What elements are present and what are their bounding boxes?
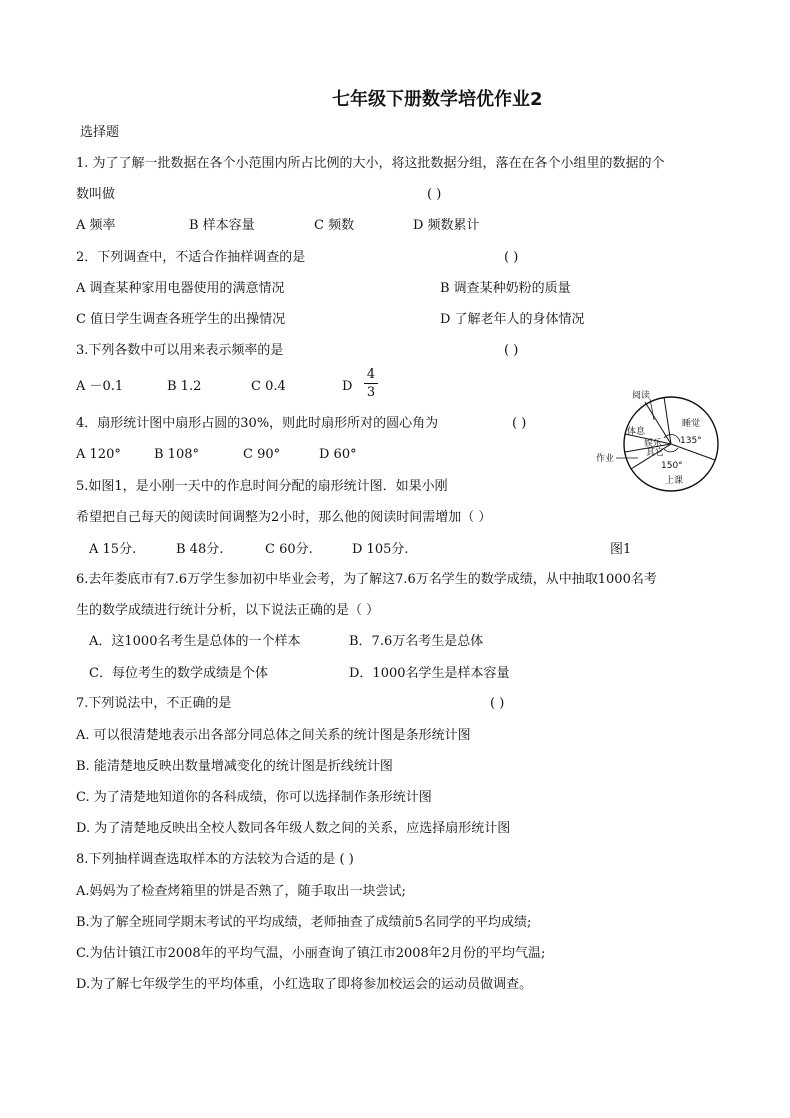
q1-option-c: C 频数: [314, 218, 355, 233]
q3-answer-paren: ( ): [504, 343, 519, 358]
q1-line1: 1. 为了了解一批数据在各个小范围内所占比例的大小，将这批数据分组，落在在各个小组里的数据的个: [76, 156, 665, 171]
figure-caption: 图1: [610, 542, 632, 557]
q2-option-c: C 值日学生调查各班学生的出操情况: [76, 312, 286, 327]
q8-option-d: D.为了解七年级学生的平均体重，小红选取了即将参加校运会的运动员做调查。: [76, 977, 533, 992]
q6-option-c: C．每位考生的数学成绩是个体: [89, 666, 268, 681]
q7-stem: 7.下列说法中，不正确的是: [76, 696, 232, 711]
q2-stem: 2．下列调查中，不适合作抽样调查的是: [76, 250, 306, 265]
q7-answer-paren: ( ): [490, 696, 505, 711]
pie-label-class: 上课: [665, 476, 684, 486]
pie-label-other: 其它: [646, 448, 665, 458]
q5-line2: 希望把自己每天的阅读时间调整为2小时，那么他的阅读时间需增加（ ）: [76, 510, 492, 525]
q4-stem: 4．扇形统计图中扇形占圆的30%，则此时扇形所对的圆心角为: [76, 416, 439, 431]
q3-option-a: A －0.1: [76, 379, 124, 394]
q8-stem: 8.下列抽样调查选取样本的方法较为合适的是 ( ): [76, 852, 354, 867]
pie-label-angle-150: 150°: [661, 461, 683, 471]
fraction-denominator: 3: [366, 385, 376, 400]
pie-divider: [645, 402, 671, 444]
q2-option-d: D 了解老年人的身体情况: [440, 312, 585, 327]
q2-option-b: B 调查某种奶粉的质量: [440, 281, 571, 296]
q3-stem: 3.下列各数中可以用来表示频率的是: [76, 343, 284, 358]
q4-option-c: C 90°: [243, 447, 281, 462]
q5-option-b: B 48分.: [176, 542, 224, 557]
q5-option-a: A 15分.: [89, 542, 137, 557]
pie-label-angle-135: 135°: [680, 436, 702, 446]
pie-label-rest: 体息: [627, 427, 646, 437]
q3-option-c: C 0.4: [251, 379, 286, 394]
pie-label-reading: 阅读: [632, 391, 651, 401]
q3-fraction: [364, 367, 378, 400]
angle-arc-150: [664, 448, 678, 452]
q1-answer-paren: ( ): [427, 187, 442, 202]
q6-line2: 生的数学成绩进行统计分析，以下说法正确的是（ ）: [76, 603, 380, 618]
q6-option-b: B．7.6万名考生是总体: [349, 634, 484, 649]
pie-label-sleep: 睡觉: [682, 419, 701, 429]
pie-label-entertainment: 娱乐: [644, 439, 663, 449]
fraction-numerator: 4: [366, 367, 376, 382]
q1-option-b: B 样本容量: [189, 218, 255, 233]
section-heading: 选择题: [80, 125, 120, 140]
q8-option-c: C.为估计镇江市2008年的平均气温，小丽查询了镇江市2008年2月份的平均气温;: [76, 946, 546, 961]
pie-leader-line: [650, 399, 654, 420]
q3-option-d: D: [342, 379, 353, 394]
q4-option-d: D 60°: [319, 447, 357, 462]
q7-option-b: B. 能清楚地反映出数量增减变化的统计图是折线统计图: [76, 759, 393, 774]
q1-option-a: A 频率: [76, 218, 116, 233]
page-title: 七年级下册数学培优作业2: [332, 89, 543, 110]
angle-arc-135: [664, 434, 680, 442]
q6-line1: 6.去年娄底市有7.6万学生参加初中毕业会考，为了解这7.6万名学生的数学成绩，从中抽取1000名考: [76, 572, 657, 587]
q5-option-d: D 105分.: [352, 542, 409, 557]
q5-line1: 5.如图1，是小刚一天中的作息时间分配的扇形统计图．如果小刚: [76, 479, 448, 494]
q8-option-a: A.妈妈为了检查烤箱里的饼是否熟了，随手取出一块尝试;: [76, 884, 406, 899]
q7-option-d: D. 为了清楚地反映出全校人数同各年级人数之间的关系，应选择扇形统计图: [76, 821, 511, 836]
q2-answer-paren: ( ): [504, 250, 519, 265]
q2-option-a: A 调查某种家用电器使用的满意情况: [76, 281, 285, 296]
q6-option-d: D．1000名学生是样本容量: [349, 666, 510, 681]
schedule-pie-chart: [594, 386, 724, 501]
q4-option-a: A 120°: [76, 447, 121, 462]
q4-answer-paren: ( ): [512, 416, 527, 431]
q5-option-c: C 60分.: [265, 542, 313, 557]
q8-option-b: B.为了解全班同学期末考试的平均成绩，老师抽查了成绩前5名同学的平均成绩;: [76, 915, 532, 930]
q1-line2: 数叫做: [76, 187, 116, 202]
fraction-bar: [364, 383, 378, 384]
pie-divider: [671, 444, 715, 460]
q1-option-d: D 频数累计: [413, 218, 480, 233]
q3-option-b: B 1.2: [167, 379, 202, 394]
q4-option-b: B 108°: [154, 447, 199, 462]
q7-option-a: A. 可以很清楚地表示出各部分同总体之间关系的统计图是条形统计图: [76, 728, 471, 743]
q7-option-c: C. 为了清楚地知道你的各科成绩，你可以选择制作条形统计图: [76, 790, 432, 805]
q6-option-a: A．这1000名考生是总体的一个样本: [89, 634, 301, 649]
pie-label-homework: 作业: [596, 454, 615, 464]
